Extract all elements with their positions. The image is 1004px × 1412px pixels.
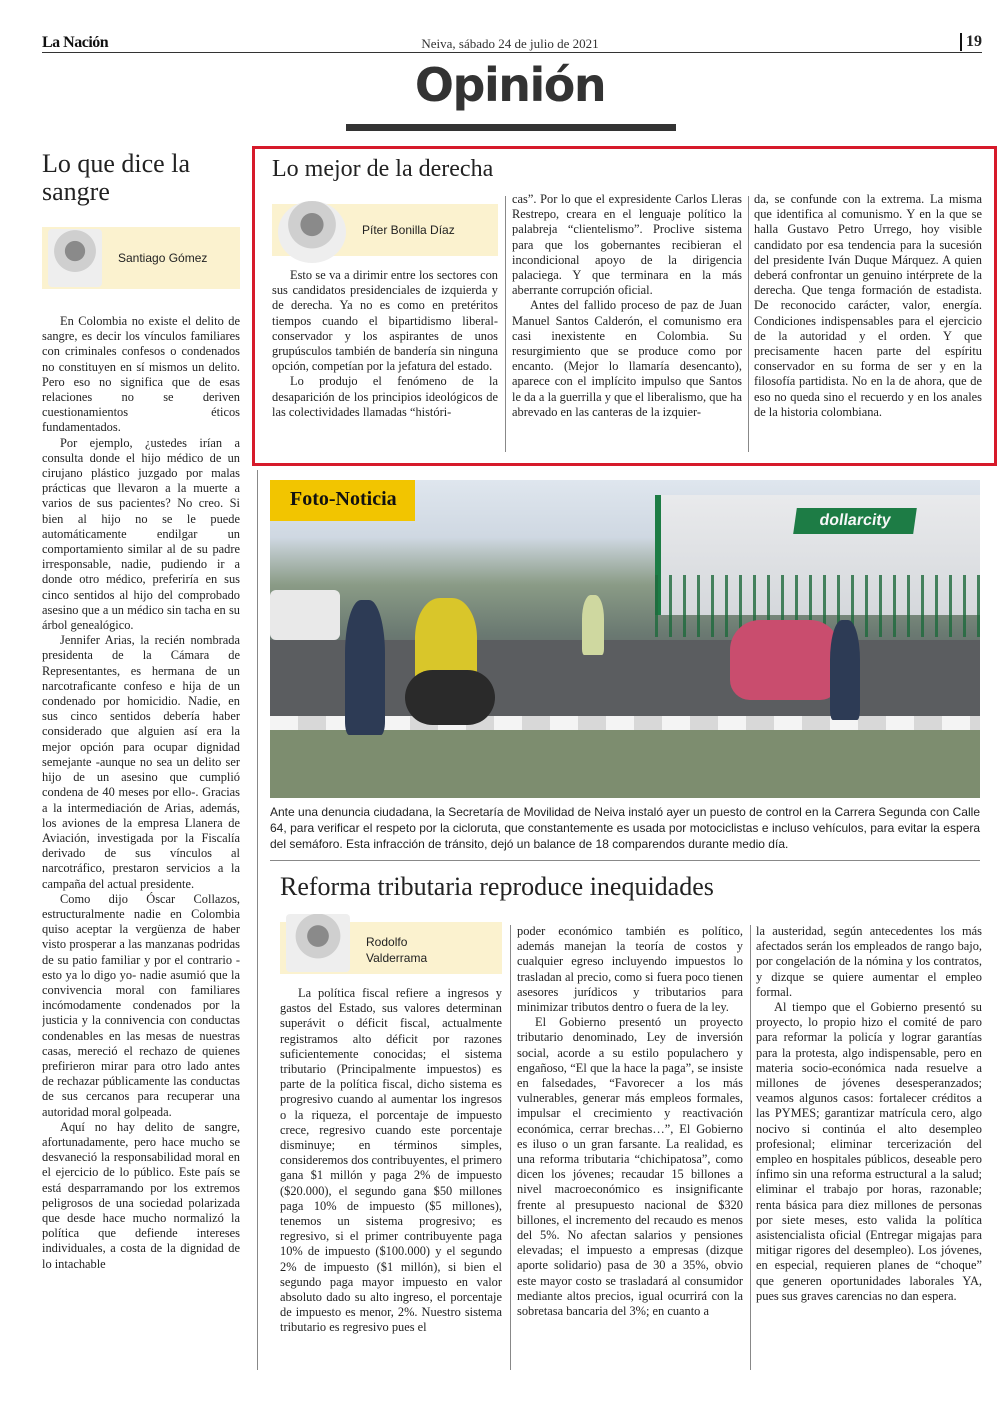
paragraph: cas”. Por lo que el expresidente Carlos Lleras Restrepo, creara en el lenguaje político la palabreja “clientelismo”. Proclive sistema para que los gobernantes recibieran el incondicional apoyo de la dirigencia palaciega. Y que terminara en la más aberrante corrupción oficial. bbox=[512, 192, 742, 298]
paragraph: Al tiempo que el Gobierno presentó su proyecto, lo propio hizo el comité de paro para reformar la policía y lograr garantías para la protesta, algo indispensable, pero en materia socio-económica nada resuelve a millones de jóvenes desesperanzados; veamos algunos casos: fortalecer créditos a las PYMES; garantizar matrícula cero, algo nocivo si continúa el alto desempleo profesional; eliminar tercerización del empleo en hospitales públicos, deseable pero ínfimo sin una reforma estructural a la salud; eliminar el trabajo por horas, razonable; renta básica para diez millones de personas por siete meses, esto valida la política asistencialista oficial (Entregar migajas para mitigar rigores del desempleo). Los jóvenes, en especial, requieren planes de “choque” que generen oportunidades laborales YA, pues sus graves carencias no dan espera. bbox=[756, 1000, 982, 1303]
paragraph: La política fiscal refiere a ingresos y gastos del Estado, sus valores determinan superávit o déficit fiscal, actualmente registramos alto déficit por razones suficientemente conocidas; el sistema tributario (Principalmente impuestos) es parte de la política fiscal, dicho sistema es progresivo cuando al aumentar los ingresos o la riqueza, el porcentaje de impuesto crece, regresivo cuando este porcentaje disminuye; en términos simples, consideremos dos contribuyentes, el primero gana $1 millón y paga 2% de impuesto ($20.000), el segundo gana $50 millones paga 10% de impuesto ($5 millones), tenemos un sistema progresivo; es regresivo, si el primer contribuyente paga 10% de impuesto ($100.000) y el segundo 2% de impuesto ($1 millón), si bien el segundo paga mayor impuesto en valor absoluto dado su alto ingreso, el porcentaje de impuesto es menor, 2%. Nuestro sistema tributario es regresivo pues el bbox=[280, 986, 502, 1335]
author-name: Santiago Gómez bbox=[118, 251, 208, 265]
bottom-article-col-1 bbox=[280, 986, 502, 1374]
paragraph: El Gobierno presentó un proyecto tributario denominado, Ley de inversión social, acorde a su estilo populachero y engañoso, “El que la hace la paga”, se insiste en falsedades, “Favorecer a los más vulnerables, generar más empleos formales, impulsar el crecimiento y reactivación económica, cerrar brechas…”, El Gobierno es iluso o un gran farsante. La realidad, es una reforma tributaria “chichipatosa”, como dicen los jóvenes; recaudar 15 billones a nivel macroeconómico es insignificante frente al presupuesto nacional de $320 billones, el incremento del recaudo es menos del 5%. No afectan salarios y pensiones elevadas; el impuesto a empresas (dizque aporte solidario) pasa de 30 a 35%, obvio este mayor costo se trasladará al consumidor mediante altos precios, igual ocurrirá con la sobretasa bancaria del 3%; en cuanto a bbox=[517, 1015, 743, 1319]
traffic-officer bbox=[345, 600, 385, 735]
column-divider bbox=[257, 470, 258, 1370]
paragraph: poder económico también es político, además manejan la teoría de costos y cualquier egreso incluyendo impuestos lo trasladan al precio, como si fuera poco tienen asesores jurídicos y tributarios para minimizar tributos dentro o fuera de la ley. bbox=[517, 924, 743, 1015]
author-name-line: Rodolfo bbox=[366, 935, 408, 949]
bottom-article-col-3 bbox=[756, 924, 982, 1374]
store-sign: dollarcity bbox=[793, 508, 917, 534]
column-divider bbox=[510, 925, 511, 1370]
author-name: Píter Bonilla Díaz bbox=[362, 223, 455, 237]
grass-verge bbox=[270, 730, 980, 798]
bottom-article-byline bbox=[280, 922, 502, 974]
page-number: 19 bbox=[960, 33, 982, 51]
author-photo bbox=[48, 229, 102, 287]
paragraph: Por ejemplo, ¿ustedes irían a consulta donde el hijo médico de un cirujano plástico juzgado por malas prácticas que llevaron a la muerte a varios de sus pacientes? No creo. Si bien al hijo no se le puede automáticamente endilgar un comportamiento similar al de su padre irresponsable, nadie, pudiendo ir a donde otro médico, preferiría en sus cinco sentidos al hijo del comprobado asesino que a un médico sin tacha en su árbol genealógico. bbox=[42, 435, 240, 633]
news-photo bbox=[270, 480, 980, 798]
main-article-col-2 bbox=[512, 192, 742, 454]
section-divider bbox=[270, 860, 980, 861]
paragraph: Aquí no hay delito de sangre, afortunadamente, pero hace mucho se desvaneció la responsabilidad moral en el ejercicio de lo público. Este país se está desparramando por los extremos peligrosos de una sociedad polarizada que desde hace mucho normalizó la política que defiende intereses individuales, a costa de la dignidad de lo intachable bbox=[42, 1119, 240, 1271]
left-article-title: Lo que dice la sangre bbox=[42, 149, 190, 206]
author-name bbox=[366, 934, 427, 966]
column-divider bbox=[505, 196, 506, 452]
masthead-rule bbox=[42, 52, 982, 53]
author-photo bbox=[278, 201, 346, 263]
paragraph: Como dijo Óscar Collazos, estructuralmente nadie en Colombia quiso aceptar la vergüenza de haber visto prosperar a las manzanas podridas de su patio familiar y por el contrario -esto ya lo digo yo- nadie asumió que la convivencia moral con familiares incómodamente condenados por la justicia y la connivencia con conductas condenables en las mesas de nuestras casas, mereció el rechazo de quienes prefirieron mirar para otro lado antes de rechazar públicamente las conductas de sus cercanos para recuperar una autoridad moral golpeada. bbox=[42, 891, 240, 1119]
section-title: Opinión bbox=[414, 58, 606, 112]
left-article-byline bbox=[42, 227, 240, 289]
bottom-article-col-2 bbox=[517, 924, 743, 1374]
traffic-officer bbox=[582, 595, 604, 655]
paragraph: Lo produjo el fenómeno de la desaparición de los principios ideológicos de las colectividades llamadas “históri- bbox=[272, 374, 498, 419]
motorcycle bbox=[405, 670, 495, 725]
main-article-col-1 bbox=[272, 268, 498, 454]
paragraph: Esto se va a dirimir entre los sectores con sus candidatos presidenciales de izquierda y de derecha. Ya no es como en pretéritos tiempos cuando el bipartidismo liberal-conservador y los aspirantes de unos grupúsculos también de bandería sin ninguna opción, competían por la jefatura del estado. bbox=[272, 268, 498, 374]
paragraph: Antes del fallido proceso de paz de Juan Manuel Santos Calderón, el comunismo era casi inexistente en Colombia. Su resurgimiento que se produce como por encanto. (Mejor lo llamaría desencanto), aparece con el implícito impulso que Santos le da a la guerrilla y que el liberalismo, que ha abrevado en las canteras de la izquier- bbox=[512, 298, 742, 419]
author-photo bbox=[286, 914, 350, 972]
issue-date: Neiva, sábado 24 de julio de 2021 bbox=[421, 36, 599, 51]
photo-caption: Ante una denuncia ciudadana, la Secretaría de Movilidad de Neiva instaló ayer un puesto de control en la Carrera Segunda con Calle 64, para verificar el respeto por la cicloruta, que constantemente es usada por motociclistas e incluso vehículos, para evitar la espera del semáforo. Esta infracción de tránsito, dejó un balance de 18 comparendos durante medio día. bbox=[270, 805, 980, 851]
main-article-col-3 bbox=[754, 192, 982, 454]
left-article-body bbox=[42, 314, 240, 1374]
paragraph: Jennifer Arias, la recién nombrada presidenta de la Cámara de Representantes, es hermana de un narcotraficante confeso e hija de un condenado por homicidio. Nadie, en sus cinco sentidos debería haber considerado que alguien así era la mejor opción para ocupar dignidad semejante -aunque no sea un delito ser hijo de un asesino que cumplió condena de 40 meses por ello-. Gracias a la intermediación de Arias, además, los aviones de la empresa Llanera de Aviación, investigada por la Fiscalía derivado de sus vínculos al narcotráfico, prestaron servicios a la campaña del actual presidente. bbox=[42, 633, 240, 891]
paragraph: la austeridad, según antecedentes los más afectados serán los empleados de rango bajo, por congelación de la nómina y los contratos, y dizque se quiere aumentar el empleo formal. bbox=[756, 924, 982, 999]
newspaper-logo: La Nación bbox=[42, 34, 109, 51]
column-divider bbox=[748, 196, 749, 452]
traffic-officer bbox=[830, 620, 860, 720]
paragraph: En Colombia no existe el delito de sangre, es decir los vínculos familiares con criminales confesos o condenados no constituyen en sí mismos un delito. Pero eso no significa que de esas relaciones no se deriven cuestionamientos éticos fundamentados. bbox=[42, 314, 240, 435]
author-name-line: Valderrama bbox=[366, 951, 428, 965]
section-title-bar bbox=[346, 124, 676, 131]
main-article-title: Lo mejor de la derecha bbox=[272, 156, 494, 182]
parked-car bbox=[270, 590, 340, 640]
column-divider bbox=[750, 925, 751, 1370]
main-article-byline bbox=[272, 204, 498, 256]
photo-news-tag: Foto-Noticia bbox=[270, 480, 415, 521]
bottom-article-title: Reforma tributaria reproduce inequidades bbox=[280, 872, 714, 901]
paragraph: da, se confunde con la extrema. La misma que identifica al comunismo. Y en la que se halla Gustavo Petro Urrego, hoy visible candidato por esa tendencia para la sucesión del presidente Iván Duque Márquez. A quien deberá confrontar un genuino intérprete de la derecha. Que tenga formación de estadista. De reconocido carácter, valor, energía. Condiciones indispensables para el ejercicio de la autoridad y el orden. Y que precisamente hacen parte del espíritu conservador en su forma de ser y en la filosofía partidista. No en la de ahora, que de eso no queda sino el recuerdo y en los anales de la historia colombiana. bbox=[754, 192, 982, 419]
motorcycle-riders bbox=[730, 620, 840, 700]
